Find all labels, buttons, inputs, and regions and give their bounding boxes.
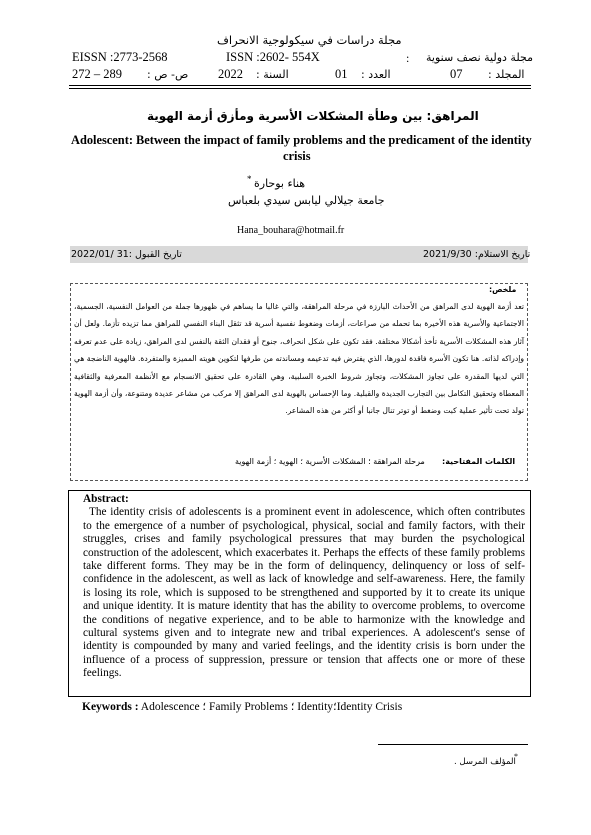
abstract-heading: Abstract: (83, 493, 129, 505)
footnote-rule (378, 744, 528, 745)
header-rule-top (69, 85, 531, 86)
footnote-text: المؤلف المرسل . (454, 757, 516, 767)
arabic-summary-body: تعد أزمة الهوية لدى المراهق من الأحداث البارزة في مرحلة المراهقة، والتي غالبا ما يساهم في ظهورها جملة من العوامل النفسية، الجسمية، الاجتماعية والأسرية هذه الأخيرة بما تحمله من صراعات، أزمات وضغوط نفسية أسرية قد تثقل البناء النفسي للمراهق مما تزيده تأزما. ولعل أن آثار هذه المشكلات الأسرية تأخذ أشكالا مختلفة. فقد تكون على شكل انحراف، جنوح أو فقدان الثقة بالنفس لدى المراهق، زيادة على عدم تعرفه وإدراكه لذاته. هنا تكون الأسرة فاقدة لدورها، الذي يفترض فيه تدعيمه ومساندته من طرفها لتكوين هويته المميزة والمتفردة. فالهوية الناضجة هي التي لديها المقدرة على تجاوز المشكلات، وتجاوز شروط الخبرة السلبية، وهي القادرة على تحقيق الانسجام مع الأنظمة المعرفية والثقافية المعطاة وتحقيق التكامل بين التجارب الجديدة والقبلية. وما الإحساس بالهوية لدى المراهق إلا مركب من مشاعر عديدة ومتنوعة، وأن أزمة الهوية تولد تحت تأثير عملية كبت وضغط أو توتر تنال جانبا أو أكثر من هذه المشاعر. (74, 302, 524, 416)
accepted-date: تاريخ القبول :31 /2022/01 (71, 249, 182, 260)
author-name: هناء بوحارة (254, 177, 306, 190)
english-abstract-box (68, 490, 531, 697)
year-label: السنة : (256, 68, 289, 81)
article-title-arabic: المراهق: بين وطأة المشكلات الأسرية ومأزق أزمة الهوية (147, 109, 479, 123)
author-email: Hana_bouhara@hotmail.fr (237, 225, 345, 236)
pages-label: ص- ص : (147, 68, 189, 81)
year-value: 2022 (218, 67, 243, 81)
issue-label: العدد : (361, 68, 391, 81)
arabic-summary-heading: ملخص: (489, 285, 517, 294)
received-date: تاريخ الاستلام: 2021/9/30 (423, 249, 531, 260)
journal-type: مجلة دولية نصف سنوية (426, 51, 533, 64)
article-title-english-line1: Adolescent: Between the impact of family problems and the predicament of the identity (71, 133, 532, 147)
volume-value: 07 (450, 67, 463, 81)
abstract-body: The identity crisis of adolescents is a prominent event in adolescence, which often contributes to the emergence of a number of psychological, physical, social and family factors, with their struggles, crises and family psychological pressures that may burden the psychological construction of the adolescent, which exacerbates it. Perhaps the effects of these family problems take different forms. They may be in the form of delinquency, delinquency or loss of self-confidence in the adolescent, as well as lack of knowledge and self-awareness. Here, the family is losing its role, which is supposed to be strengthened and supported by it to create its unique and unique identity. It is mature identity that has the ability to overcome problems, to overcome the conditions of negative experience, and to be able to harmonize with the knowledge and cultural systems given and to integrate new and tribal experiences. A adolescent's sense of identity is compounded by many and varied feelings, and the identity crisis is born under the influence of a process of suppression, pressure or tension that affects one or more of these feelings. (83, 506, 525, 680)
issue-value: 01 (335, 67, 348, 81)
arabic-keywords: مرحلة المراهقة ؛ المشكلات الأسرية ؛ الهوية ؛ أزمة الهوية (235, 457, 425, 466)
journal-title: مجلة دراسات في سيكولوجية الانحراف (217, 33, 402, 47)
footnote-mark: * (514, 752, 518, 761)
author-mark: * (247, 174, 252, 184)
header-rule-bottom (69, 88, 531, 89)
journal-type-colon: : (406, 51, 410, 65)
issn: ISSN :2602- 554X (226, 50, 320, 64)
english-keywords (82, 699, 402, 713)
pages-value: 272 – 289 (72, 67, 122, 81)
eissn: EISSN :2773-2568 (72, 50, 168, 64)
english-keywords-values: Adolescence ؛ Family Problems ؛ Identity؛Identity Crisis (140, 701, 403, 713)
author-affiliation: جامعة جيلالي ليابس سيدي بلعباس (228, 194, 385, 207)
arabic-keywords-label: الكلمات المفتاحية: (442, 457, 516, 466)
article-title-english-line2: crisis (283, 149, 311, 163)
volume-label: المجلد : (488, 68, 525, 81)
english-keywords-label: Keywords : (82, 701, 139, 713)
